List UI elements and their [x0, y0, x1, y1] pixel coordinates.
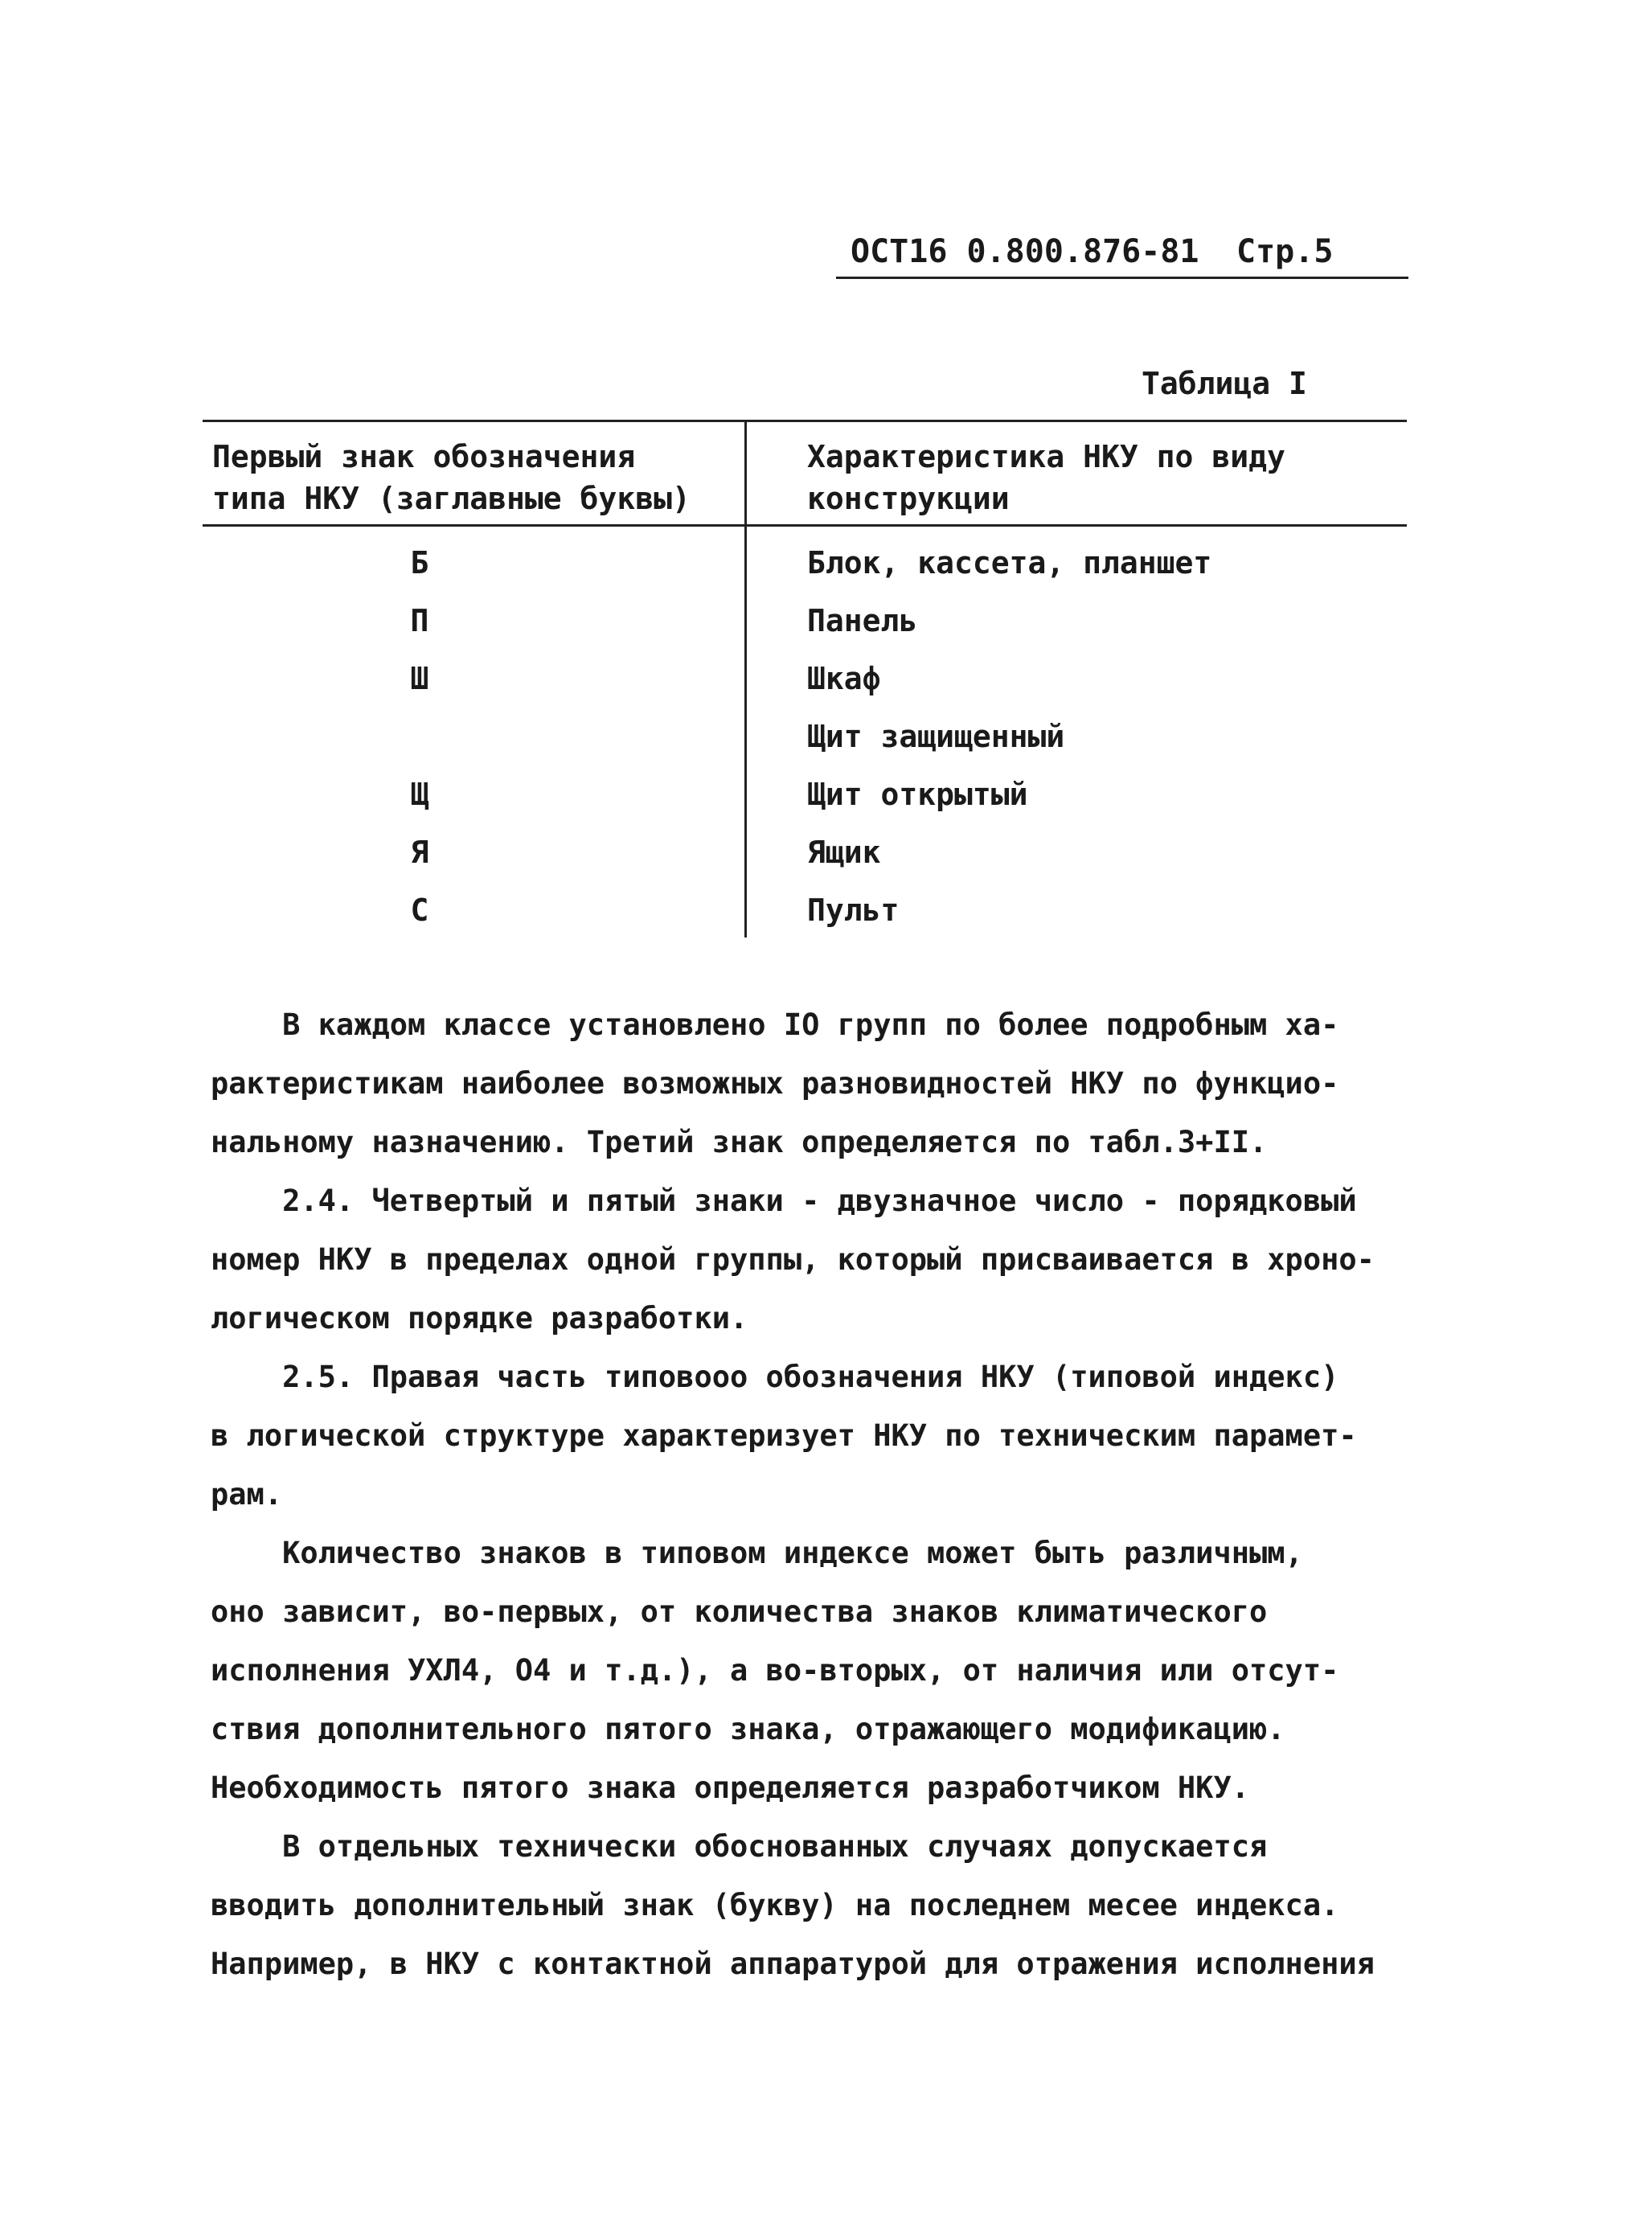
document-header: [836, 232, 1408, 279]
text-line: рактеристикам наиболее возможных разновидностей НКУ по функцио-: [211, 1066, 1339, 1101]
column-header-characteristic: [807, 436, 1285, 519]
row-description: Щит защищенный: [807, 719, 1065, 754]
row-letter: Ш: [410, 661, 429, 696]
table-row: [203, 828, 1407, 886]
row-description: Панель: [807, 603, 918, 638]
body-text: [211, 995, 1416, 1993]
text-line: 2.5. Правая часть типовооо обозначения НКУ (типовой индекс): [211, 1360, 1339, 1394]
text-line: Необходимость пятого знака определяется разработчиком НКУ.: [211, 1770, 1250, 1805]
table-title: Таблица I: [1142, 366, 1307, 401]
table-header-rule: [203, 524, 1407, 527]
row-description: Шкаф: [807, 661, 881, 696]
text-line: 2.4. Четвертый и пятый знаки - двузначное число - порядковый: [211, 1184, 1357, 1218]
table-row: [203, 770, 1407, 828]
text-line: Например, в НКУ с контактной аппаратурой для отражения исполнения: [211, 1947, 1375, 1981]
table-top-rule: [203, 420, 1407, 422]
text-line: оно зависит, во-первых, от количества знаков климатического: [211, 1594, 1268, 1629]
text-line: номер НКУ в пределах одной группы, который присваивается в хроно-: [211, 1242, 1375, 1277]
row-description: Пульт: [807, 892, 900, 928]
text-line: логическом порядке разработки.: [211, 1301, 748, 1336]
column-header-line: Первый знак обозначения: [212, 439, 636, 474]
column-header-line: Характеристика НКУ по виду: [807, 439, 1285, 474]
text-line: рам.: [211, 1477, 283, 1512]
table-row: [203, 886, 1407, 944]
row-description: Щит открытый: [807, 777, 1028, 812]
document-code: ОСТ16 0.800.876-81: [851, 233, 1199, 270]
text-line: в логической структуре характеризует НКУ по техническим парамет-: [211, 1418, 1357, 1453]
designation-table: [203, 420, 1407, 942]
table-row: [203, 539, 1407, 597]
column-header-line: типа НКУ (заглавные буквы): [212, 481, 691, 516]
table-row: [203, 712, 1407, 770]
row-description: Блок, кассета, планшет: [807, 545, 1212, 581]
column-header-first-sign: [212, 436, 691, 519]
table-row: [203, 597, 1407, 654]
page-number: Стр.5: [1236, 233, 1334, 270]
row-letter: Я: [410, 835, 429, 870]
text-line: Количество знаков в типовом индексе может быть различным,: [211, 1536, 1303, 1570]
text-line: исполнения УХЛ4, О4 и т.д.), а во-вторых, от наличия или отсут-: [211, 1653, 1339, 1688]
row-letter: Щ: [410, 777, 429, 812]
text-line: В каждом классе установлено IO групп по более подробным ха-: [211, 1007, 1339, 1042]
text-line: нальному назначению. Третий знак определяется по табл.3+II.: [211, 1125, 1268, 1159]
column-header-line: конструкции: [807, 481, 1010, 516]
text-line: вводить дополнительный знак (букву) на последнем месее индекса.: [211, 1888, 1339, 1922]
row-description: Ящик: [807, 835, 881, 870]
row-letter: С: [410, 892, 429, 928]
table-row: [203, 654, 1407, 712]
row-letter: Б: [410, 545, 429, 581]
row-letter: П: [410, 603, 429, 638]
text-line: ствия дополнительного пятого знака, отражающего модификацию.: [211, 1712, 1285, 1746]
text-line: В отдельных технически обоснованных случаях допускается: [211, 1829, 1268, 1864]
